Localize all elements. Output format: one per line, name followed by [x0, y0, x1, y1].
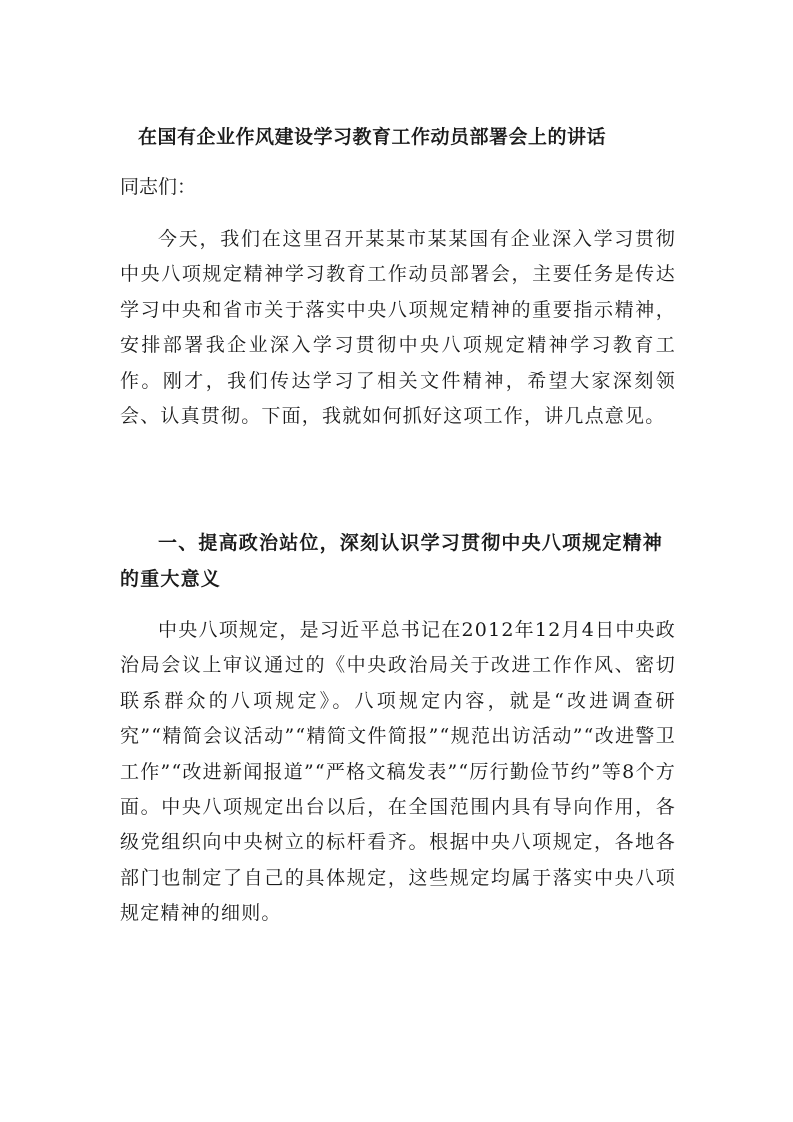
section-heading-1: 一、提高政治站位，深刻认识学习贯彻中央八项规定精神的重大意义: [120, 532, 664, 590]
paragraph-section-1: 中央八项规定，是习近平总书记在2012年12月4日中央政治局会议上审议通过的《中央政治局关于改进工作作风、密切联系群众的八项规定》。八项规定内容，就是“改进调查研究”“精简会议活动”“精简文件简报”“规范出访活动”“改进警卫工作”“改进新闻报道”“严格文稿发表”“厉行勤俭节约”等8个方面。中央八项规定出台以后，在全国范围内具有导向作用，各级党组织向中央树立的标杆看齐。根据中央八项规定，各地各部门也制定了自己的具体规定，这些规定均属于落实中央八项规定精神的细则。: [120, 619, 676, 925]
salutation: 同志们：: [120, 176, 197, 198]
paragraph-intro: 今天，我们在这里召开某某市某某国有企业深入学习贯彻中央八项规定精神学习教育工作动员部署会，主要任务是传达学习中央和省市关于落实中央八项规定精神的重要指示精神，安排部署我企业深入学习贯彻中央八项规定精神学习教育工作。刚才，我们传达学习了相关文件精神，希望大家深刻领会、认真贯彻。下面，我就如何抓好这项工作，讲几点意见。: [120, 228, 676, 428]
document-title: 在国有企业作风建设学习教育工作动员部署会上的讲话: [138, 126, 607, 148]
